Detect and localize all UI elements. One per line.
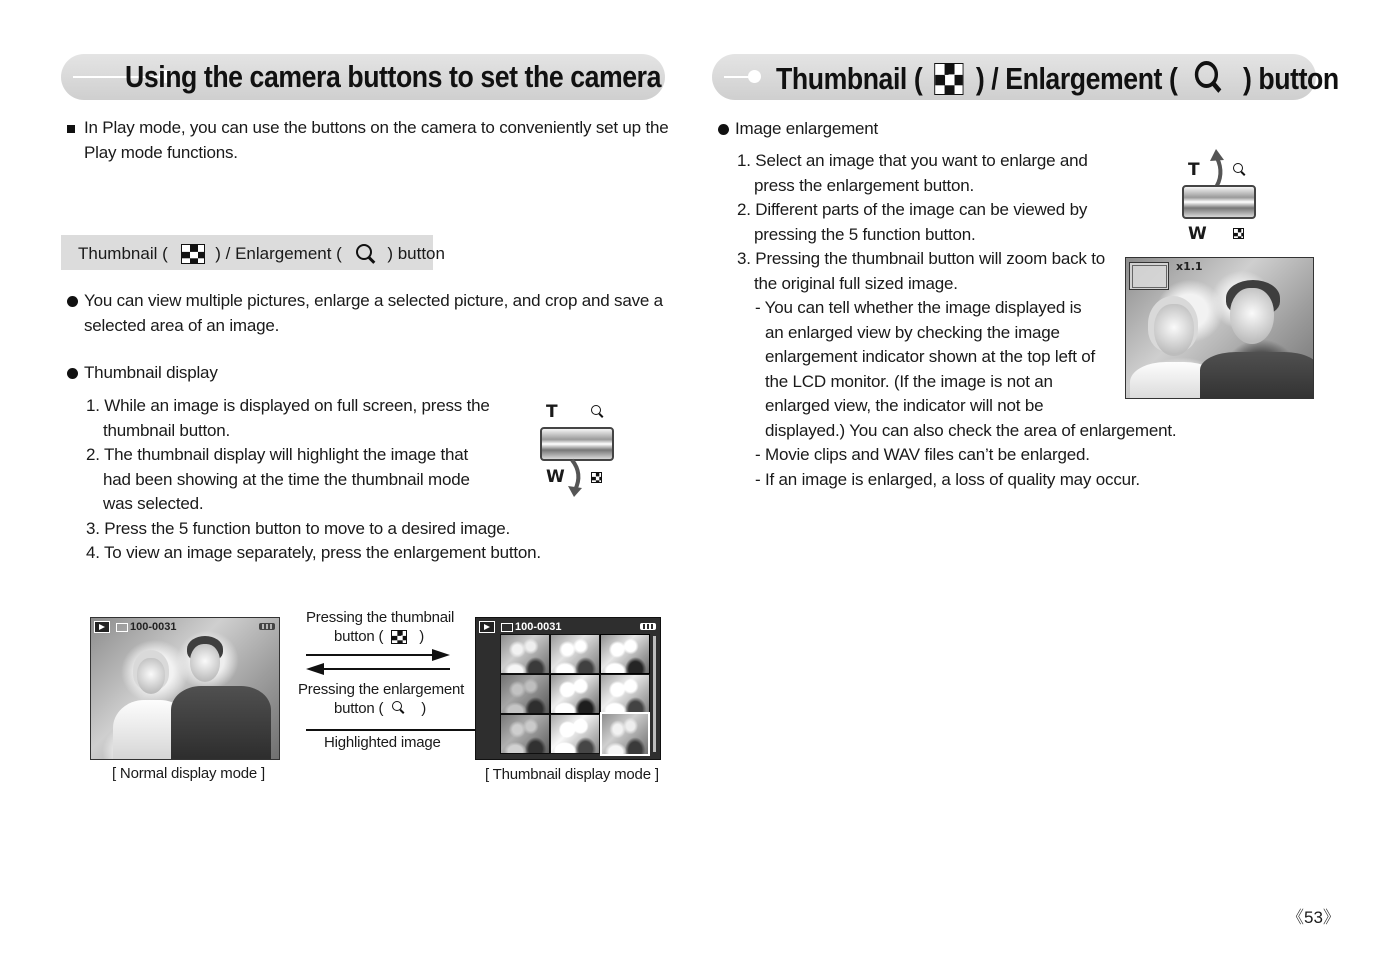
note-line: the LCD monitor. (If the image is not an	[765, 371, 1053, 391]
arrow-to-thumbnail	[306, 654, 434, 656]
file-number: 100-0031	[130, 621, 177, 633]
thumbnail-icon	[181, 244, 205, 264]
thumbnail-image	[550, 714, 600, 754]
zoom-lever-illustration	[1180, 148, 1262, 244]
overview-paragraph	[84, 289, 663, 338]
step-line: 3. Press the 5 function button to move to a desired image.	[86, 518, 511, 538]
bride-face	[137, 658, 165, 694]
thumbnail-image	[550, 634, 600, 674]
thumbnail-icon	[591, 472, 602, 483]
bride-face	[1154, 304, 1194, 356]
overview-line: You can view multiple pictures, enlarge a selected picture, and crop and save a	[84, 291, 663, 310]
arrow-to-normal	[322, 668, 450, 670]
note-line: - Movie clips and WAV files can’t be enlarged.	[755, 445, 1090, 464]
zoom-lever-illustration	[538, 400, 618, 500]
subhead-text: ) / Enlargement (	[215, 244, 342, 264]
right-page-title	[776, 58, 1339, 99]
step-line: 1. While an image is displayed on full screen, press the	[86, 396, 490, 415]
step-line: 2. Different parts of the image can be viewed by	[737, 200, 1088, 219]
caption-text: )	[421, 700, 427, 717]
step-line: 1. Select an image that you want to enlarge and	[737, 151, 1088, 170]
note-line: an enlarged view by checking the image	[765, 322, 1060, 342]
highlighted-image-caption: Highlighted image	[324, 734, 441, 751]
subhead-text: Thumbnail (	[78, 244, 168, 264]
lever-down-arrow-icon	[566, 458, 586, 498]
enlarge-press-caption-line2	[334, 700, 426, 718]
zoom-lever	[1182, 185, 1256, 219]
thumbnail-mode-caption: [ Thumbnail display mode ]	[485, 766, 659, 783]
subhead-text: ) button	[387, 244, 445, 264]
battery-icon	[259, 623, 275, 630]
thumbnail-icon	[391, 630, 407, 644]
arrow-head-right	[432, 649, 450, 661]
square-bullet	[67, 125, 75, 133]
intro-paragraph	[84, 116, 669, 165]
groom-suit	[171, 686, 271, 760]
thumbnail-image	[600, 674, 650, 714]
screen-status-bar	[479, 621, 562, 633]
thumbnail-steps	[86, 394, 541, 566]
play-mode-icon	[94, 621, 110, 633]
round-bullet	[718, 124, 729, 135]
normal-display-screen	[90, 617, 280, 760]
page-number: 《53》	[1287, 908, 1340, 927]
thumb-press-caption-line2	[334, 628, 424, 645]
enlargement-steps	[737, 149, 1176, 492]
highlighted-thumbnail	[600, 712, 650, 756]
groom-face	[190, 644, 220, 682]
thumbnail-display-screen	[475, 617, 661, 760]
step-line: 4. To view an image separately, press the enlargement button.	[86, 543, 541, 562]
step-line: pressing the 5 function button.	[754, 224, 976, 244]
battery-icon	[640, 623, 656, 630]
thumbnail-image	[500, 714, 550, 754]
magnifier-icon	[1232, 162, 1247, 177]
groom-suit	[1200, 352, 1314, 399]
thumbnail-display-heading: Thumbnail display	[84, 363, 218, 382]
step-line: was selected.	[103, 494, 204, 513]
note-line: - If an image is enlarged, a loss of quality may occur.	[755, 469, 1140, 489]
wide-label: W	[1188, 224, 1207, 244]
step-line: thumbnail button.	[103, 420, 231, 440]
wide-label: W	[546, 467, 565, 487]
file-number: 100-0031	[515, 621, 562, 633]
thumbnail-icon	[1233, 228, 1244, 239]
magnifier-icon	[590, 404, 605, 419]
tele-label: T	[1188, 160, 1200, 180]
round-bullet	[67, 368, 78, 379]
thumbnail-icon	[934, 63, 963, 95]
image-enlargement-heading: Image enlargement	[735, 119, 879, 138]
enlarge-press-caption: Pressing the enlargement	[298, 681, 465, 698]
intro-line: Play mode functions.	[84, 142, 238, 162]
note-line: enlarged view, the indicator will not be	[765, 396, 1044, 415]
left-title-bar	[61, 54, 665, 100]
note-line: displayed.) You can also check the area of enlargement.	[765, 420, 1177, 440]
zoom-lever	[540, 427, 614, 461]
note-line: - You can tell whether the image displayed is	[755, 298, 1082, 317]
enlargement-area-indicator	[1129, 262, 1169, 290]
left-page-title: Using the camera buttons to set the camera	[125, 59, 662, 94]
thumbnail-image	[600, 634, 650, 674]
step-line: had been showing at the time the thumbnail mode	[103, 469, 470, 489]
zoom-indicator: x1.1	[1176, 260, 1203, 273]
title-part-button: ) button	[1243, 60, 1339, 96]
tele-label: T	[546, 402, 558, 422]
title-decoration-dot	[748, 70, 761, 83]
caption-text: )	[419, 628, 425, 645]
right-title-bar	[712, 54, 1339, 100]
magnifier-icon	[391, 700, 409, 718]
round-bullet	[67, 296, 78, 307]
magnifier-icon	[355, 243, 377, 265]
caption-text: button (	[334, 628, 384, 645]
enlarged-image-screen	[1125, 257, 1314, 399]
thumb-press-caption: Pressing the thumbnail	[306, 609, 455, 626]
memory-card-icon	[501, 623, 513, 632]
enlarged-area-box	[1132, 265, 1167, 288]
caption-text: button (	[334, 700, 384, 717]
section-subheading	[61, 235, 445, 270]
step-line: the original full sized image.	[754, 273, 958, 293]
thumbnail-image	[550, 674, 600, 714]
title-part-thumbnail: Thumbnail (	[776, 60, 923, 96]
thumbnail-image	[500, 674, 550, 714]
step-line: 3. Pressing the thumbnail button will zoom back to	[737, 249, 1105, 268]
scrollbar	[653, 636, 656, 752]
magnifier-icon	[1193, 59, 1229, 99]
intro-line: In Play mode, you can use the buttons on the camera to conveniently set up the	[84, 118, 669, 137]
groom-face	[1230, 288, 1274, 344]
normal-mode-caption: [ Normal display mode ]	[112, 765, 265, 782]
overview-line: selected area of an image.	[84, 315, 280, 335]
thumbnail-image	[500, 634, 550, 674]
title-part-enlargement: ) / Enlargement (	[975, 60, 1178, 96]
note-line: enlargement indicator shown at the top left of	[765, 347, 1096, 366]
step-line: 2. The thumbnail display will highlight the image that	[86, 445, 469, 464]
step-line: press the enlargement button.	[754, 175, 975, 195]
arrow-head-left	[306, 663, 324, 675]
play-mode-icon	[479, 621, 495, 633]
screen-status-bar	[94, 621, 177, 633]
memory-card-icon	[116, 623, 128, 632]
